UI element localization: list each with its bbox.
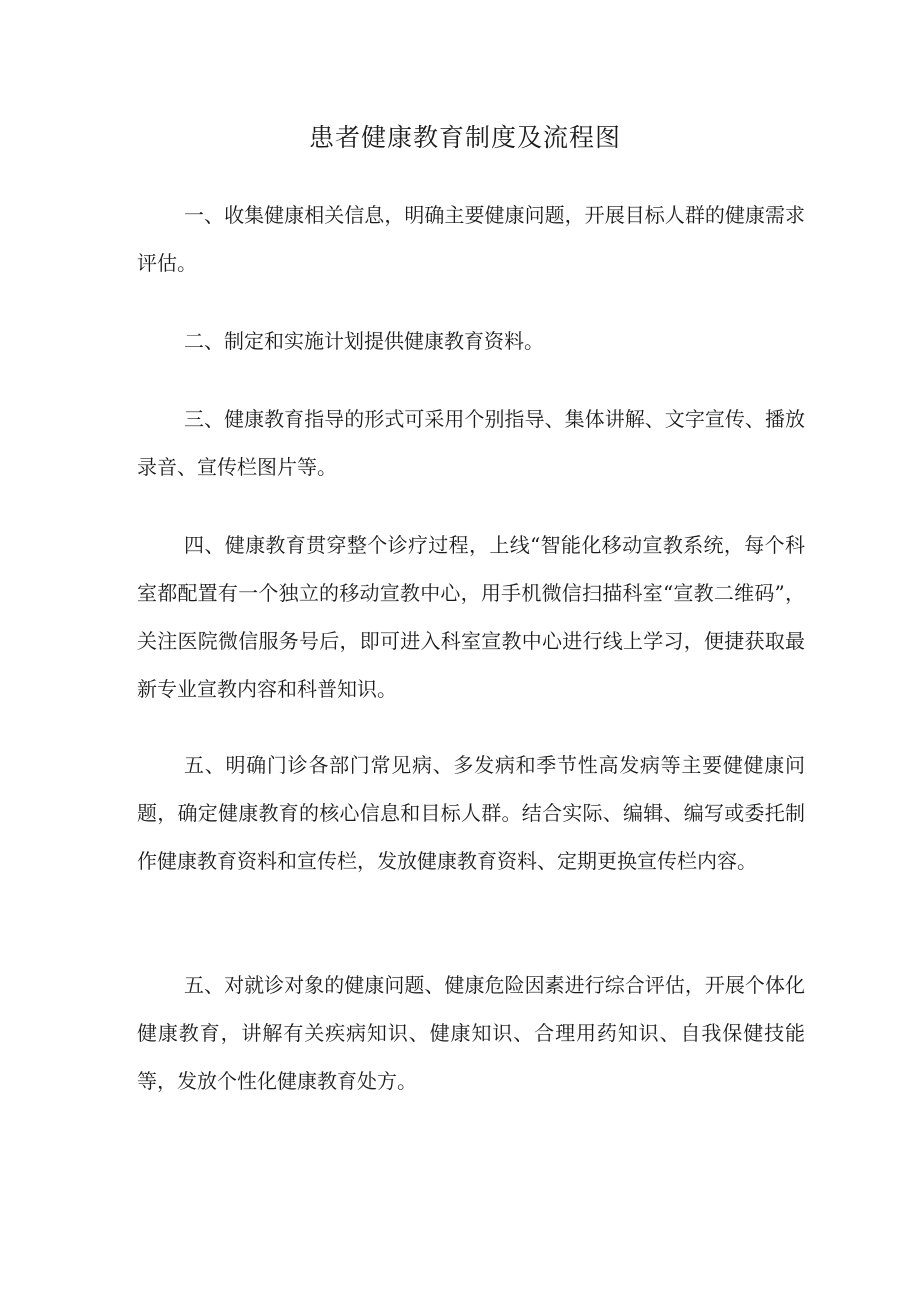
paragraph-4: 四、健康教育贯穿整个诊疗过程，上线“智能化移动宣教系统，每个科室都配置有一个独立的移动宣教中心，用手机微信扫描科室“宣教二维码”，关注医院微信服务号后，即可进入科室宣教中心进行线上学习，便捷获取最新专业宣教内容和科普知识。 — [137, 533, 805, 701]
paragraph-2: 二、制定和实施计划提供健康教育资料。 — [184, 329, 544, 353]
paragraph-5: 五、明确门诊各部门常见病、多发病和季节性高发病等主要健健康问题，确定健康教育的核心信息和目标人群。结合实际、编辑、编写或委托制作健康教育资料和宣传栏，发放健康教育资料、定期更换宣传栏内容。 — [137, 753, 805, 873]
paragraph-1: 一、收集健康相关信息，明确主要健康问题，开展目标人群的健康需求评估。 — [137, 203, 805, 275]
paragraph-3: 三、健康教育指导的形式可采用个别指导、集体讲解、文字宣传、播放录音、宣传栏图片等。 — [137, 407, 805, 479]
paragraph-6: 五、对就诊对象的健康问题、健康危险因素进行综合评估，开展个体化健康教育，讲解有关疾病知识、健康知识、合理用药知识、自我保健技能等，发放个性化健康教育处方。 — [137, 973, 805, 1093]
document-title: 患者健康教育制度及流程图 — [308, 123, 621, 152]
